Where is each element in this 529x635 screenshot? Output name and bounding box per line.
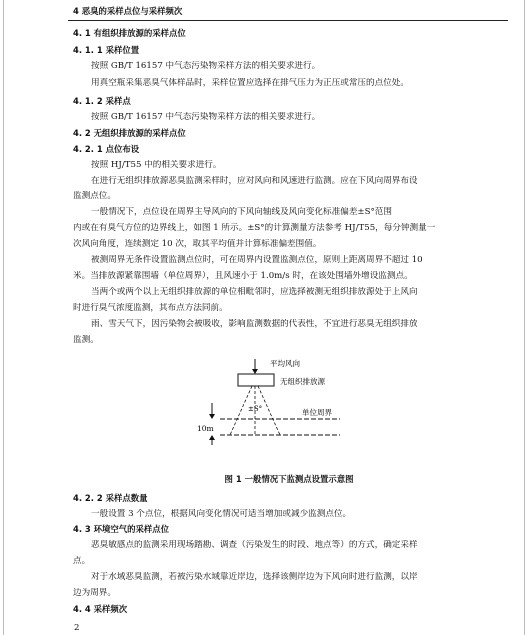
heading-4-2-2: 4. 2. 2 采样点数量 xyxy=(73,493,148,503)
paragraph-g-line2: 点。 xyxy=(73,556,91,566)
paragraph-e-line1: 当两个或两个以上无组织排放源的单位相毗邻时，应选择被测无组织排放源处于上风向 xyxy=(91,287,418,297)
paragraph-b-line2: 监测点位。 xyxy=(73,191,116,201)
heading-4-1-1: 4. 1. 1 采样位置 xyxy=(73,45,140,55)
monitoring-point-diagram xyxy=(190,355,370,447)
paragraph-f-line2: 监测。 xyxy=(73,335,99,345)
heading-4-1-2: 4. 1. 2 采样点 xyxy=(73,96,131,106)
wind-direction-label: 平均风向 xyxy=(270,359,300,368)
paragraph-g-line1: 恶臭敏感点的监测采用现场踏勘、调查（污染发生的时段、地点等）的方式，确定采样 xyxy=(91,540,418,550)
heading-4-3: 4. 3 环境空气的采样点位 xyxy=(73,524,170,534)
angle-label: ±S° xyxy=(248,405,263,413)
paragraph-h-line1: 对于水域恶臭监测，若被污染水域靠近岸边，选择该侧岸边为下风向时进行监测，以岸 xyxy=(91,572,418,582)
paragraph-4-1-1-b: 用真空瓶采集恶臭气体样品时，采样位置应选择在排气压力为正压或常压的点位处。 xyxy=(91,78,409,88)
heading-4-4: 4. 4 采样频次 xyxy=(73,604,128,614)
right-page-edge xyxy=(524,0,525,635)
emission-source-box xyxy=(238,374,274,386)
page-number: 2 xyxy=(74,623,80,633)
left-page-edge xyxy=(3,0,4,635)
figure-caption: 图 1 一般情况下监测点设置示意图 xyxy=(224,474,354,484)
paragraph-d-line2: 米。当排放源紧靠围墙（单位周界），且风速小于 1.0m/s 时，在该处围墙外增设监测点。 xyxy=(73,271,413,281)
paragraph-c-line2: 内或在有臭气方位的边界线上，如图 1 所示。±S°的计算测量方法参考 HJ/T55，每分钟测量一 xyxy=(73,223,436,233)
heading-4-1: 4. 1 有组织排放源的采样点位 xyxy=(73,28,186,38)
paragraph-4-1-1-a: 按照 GB/T 16157 中气态污染物采样方法的相关要求进行。 xyxy=(91,61,321,71)
paragraph-c-line3: 次风向角度，连续测定 10 次，取其平均值并计算标准偏差围值。 xyxy=(73,239,322,249)
paragraph-4-2-1-a: 按照 HJ/T55 中的相关要求进行。 xyxy=(91,160,222,170)
wind-arrow-head xyxy=(252,369,258,374)
dimension-arrowhead-bottom xyxy=(209,435,215,440)
heading-4-2-1: 4. 2. 1 点位布设 xyxy=(73,144,140,154)
paragraph-4-2-2: 一般设置 3 个点位，根据风向变化情况可适当增加或减少监测点位。 xyxy=(91,509,352,519)
paragraph-h-line2: 边为周界。 xyxy=(73,588,116,598)
dimension-arrowhead-top xyxy=(209,414,215,419)
distance-label: 10m xyxy=(197,424,214,433)
paragraph-4-1-2: 按照 GB/T 16157 中气态污染物采样方法的相关要求进行。 xyxy=(91,112,321,122)
unit-boundary-label: 单位周界 xyxy=(302,408,332,417)
paragraph-f-line1: 雨、雪天气下，因污染物会被吸收，影响监测数据的代表性，不宜进行恶臭无组织排放 xyxy=(91,319,418,329)
paragraph-d-line1: 被测周界无条件设置监测点位时，可在周界内设置监测点位，原则上距离周界不超过 10 xyxy=(91,255,423,265)
header-rule xyxy=(68,20,508,21)
paragraph-e-line2: 时进行臭气浓度监测，其布点方法同前。 xyxy=(73,303,228,313)
paragraph-c-line1: 一般情况下，点位设在周界主导风向的下风向轴线及风向变化标准偏差±S°范围 xyxy=(91,207,392,217)
heading-4-2: 4. 2 无组织排放源的采样点位 xyxy=(73,128,186,138)
section-heading-4: 4 恶臭的采样点位与采样频次 xyxy=(73,6,183,16)
paragraph-b-line1: 在进行无组织排放源恶臭监测采样时，应对风向和风速进行监测。应在下风向周界布设 xyxy=(91,176,418,186)
emission-source-label: 无组织排放源 xyxy=(280,377,325,386)
